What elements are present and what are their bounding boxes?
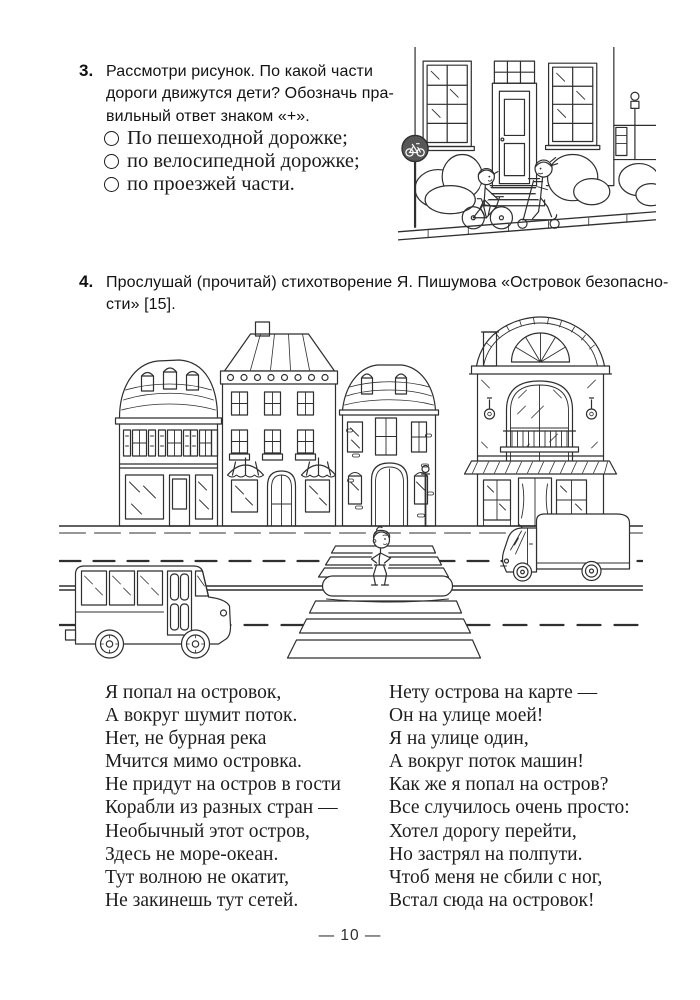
safety-island <box>323 576 453 602</box>
answer-circle[interactable] <box>104 154 119 169</box>
building-1 <box>116 360 222 526</box>
poem-line: Все случилось очень просто: <box>389 797 630 819</box>
poem-line: Встал сюда на островок! <box>389 889 595 911</box>
door-steps <box>484 188 544 206</box>
building-3 <box>340 365 439 526</box>
task3-option-row <box>104 127 360 150</box>
poem-line: Корабли из разных стран — <box>105 797 338 819</box>
page-number: — 10 — <box>318 927 382 944</box>
task3-question-line: дороги движутся дети? Обозначь пра- <box>106 85 394 103</box>
task3-question <box>106 61 394 128</box>
answer-circle[interactable] <box>104 131 119 146</box>
door <box>492 61 536 187</box>
poem-line: А вокруг поток машин! <box>389 751 584 773</box>
poem-line: Тут волною не окатит, <box>105 866 289 888</box>
answer-circle[interactable] <box>104 177 119 192</box>
poem-line: Но застрял на полпути. <box>389 843 583 865</box>
poem-line: А вокруг шумит поток. <box>105 705 298 727</box>
poem-line: Нет, не бурная река <box>105 728 267 750</box>
building-2 <box>221 322 338 526</box>
poem-line: Необычный этот остров, <box>105 820 310 842</box>
poem-line: Как же я попал на остров? <box>389 774 609 796</box>
bus <box>66 566 231 658</box>
task4-number: 4. <box>79 272 94 291</box>
task3-number: 3. <box>79 61 94 80</box>
poem-column-left <box>105 681 341 912</box>
task4-question <box>106 272 668 317</box>
bushes <box>415 155 656 214</box>
task4-question-line: Прослушай (прочитай) стихотворение Я. Пишумова «Островок безопасно- <box>106 274 669 291</box>
task4-question-line: сти» [15]. <box>106 296 176 314</box>
task3-question-line: Рассмотри рисунок. По какой части <box>106 63 374 80</box>
task3-option-row <box>104 173 360 196</box>
side-street <box>614 92 656 159</box>
poem-line: Не придут на остров в гости <box>105 774 341 796</box>
poem-line: Я на улице один, <box>389 728 529 750</box>
window <box>546 63 600 149</box>
poem-line: Он на улице моей! <box>389 705 544 727</box>
poem-line: Чтоб меня не сбили с ног, <box>389 866 603 888</box>
building-4 <box>465 317 617 526</box>
task4-illustration <box>59 314 643 676</box>
truck <box>501 514 630 581</box>
street-scene-island <box>59 314 643 676</box>
task3-option-label: По пешеходной дорожке; <box>127 127 348 149</box>
window <box>420 61 474 150</box>
poem-line: Мчится мимо островка. <box>105 751 302 773</box>
poem-line: Здесь не море-океан. <box>105 843 279 865</box>
task3-question-line: вильный ответ знаком «+». <box>106 107 310 125</box>
task3-option-label: по проезжей части. <box>127 172 295 195</box>
task3-option-label: по велосипедной дорожке; <box>127 149 360 172</box>
poem-line: Я попал на островок, <box>105 682 282 703</box>
poem-column-right <box>389 681 630 912</box>
street-scene-children <box>398 47 656 250</box>
task3-options <box>104 127 360 195</box>
poem-line: Не закинешь тут сетей. <box>105 889 299 911</box>
task3-illustration <box>398 47 656 250</box>
poem-line: Нету острова на карте — <box>389 682 598 703</box>
task3-option-row <box>104 150 360 173</box>
poem-line: Хотел дорогу перейти, <box>389 820 577 842</box>
